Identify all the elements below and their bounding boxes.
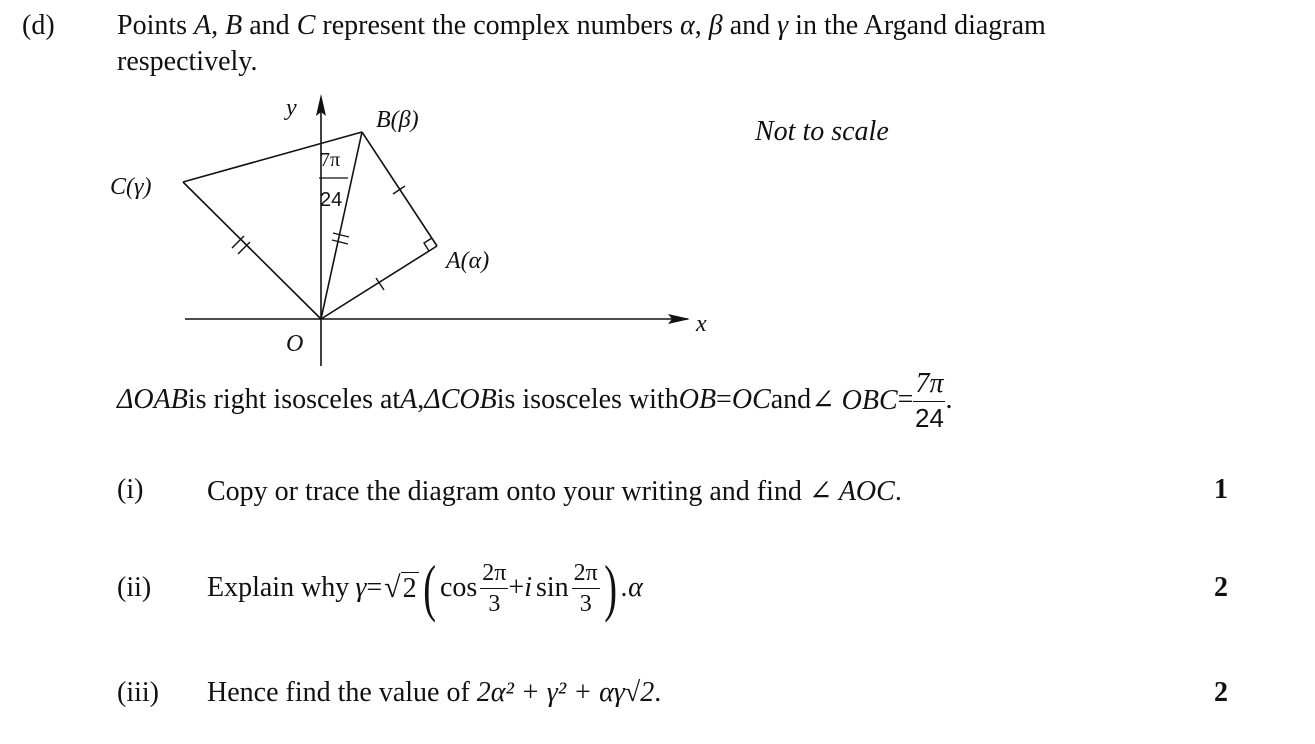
label-b: B(β) <box>376 107 419 133</box>
gamma: γ <box>777 10 789 41</box>
question-2-body: Explain why <box>207 572 350 603</box>
statement-eq: = <box>897 384 914 415</box>
statement-eq: = <box>716 384 732 415</box>
statement-text: and <box>770 384 812 415</box>
double-tick-oc-1 <box>232 236 244 248</box>
statement-end: . <box>945 384 953 415</box>
question-2-label: (ii) <box>117 572 152 603</box>
side-oc <box>183 182 321 319</box>
question-1-label: (i) <box>117 474 144 505</box>
intro-line-2: respectively. <box>117 46 258 77</box>
label-c: C(γ) <box>110 174 152 200</box>
statement-text: is isosceles with <box>496 384 679 415</box>
label-a: A(α) <box>446 248 490 274</box>
question-2-sin: sin <box>535 572 569 603</box>
question-2-sqrt <box>384 571 418 605</box>
question-2-text <box>207 548 643 628</box>
intro-text: Points <box>117 10 195 41</box>
double-tick-ob-2 <box>332 240 348 244</box>
question-2-gamma: γ <box>355 572 367 603</box>
alpha: α <box>680 10 695 41</box>
question-3-end: . <box>654 677 662 708</box>
question-2-sqrt-arg: 2 <box>402 572 417 604</box>
statement-fraction-den: 24 <box>915 402 944 433</box>
statement-text: is right isosceles at <box>187 384 401 415</box>
question-3-body: Hence find the value of <box>207 677 477 708</box>
sqrt-icon: √ <box>384 571 401 604</box>
statement-text: , <box>417 384 425 415</box>
question-2-marks: 2 <box>1214 572 1228 603</box>
question-1-angle: ∠ AOC <box>808 476 895 507</box>
question-2-cos: cos <box>439 572 478 603</box>
beta: β <box>708 10 723 41</box>
intro-text: in the Argand diagram <box>788 10 1046 41</box>
not-to-scale-note: Not to scale <box>755 116 889 147</box>
part-label: (d) <box>22 10 55 41</box>
label-o: O <box>286 331 304 357</box>
question-2-frac-2-num: 2π <box>572 561 600 589</box>
right-paren-icon: ) <box>604 552 617 623</box>
question-2-frac-2 <box>572 561 600 616</box>
double-tick-ob-1 <box>333 233 349 237</box>
question-1-end: . <box>894 476 902 507</box>
question-2-i: i <box>524 572 532 603</box>
label-y: y <box>286 95 297 121</box>
statement-oc: OC <box>731 384 771 415</box>
question-3-marks: 2 <box>1214 677 1228 708</box>
question-2-frac-1-num: 2π <box>480 561 508 589</box>
intro-sep: , <box>694 10 709 41</box>
double-tick-oc-2 <box>238 242 250 254</box>
intro-text: represent the complex numbers <box>315 10 681 41</box>
intro-and: and <box>722 10 778 41</box>
statement-angle-obc: ∠ OBC <box>811 385 898 416</box>
point-a: A <box>194 10 212 41</box>
question-1-body: Copy or trace the diagram onto your writing and find <box>207 476 809 507</box>
left-paren-icon: ( <box>422 552 436 623</box>
point-b: B <box>225 10 243 41</box>
question-3-expression: 2α² + γ² + αγ√2 <box>476 677 655 708</box>
intro-sep: , <box>211 10 226 41</box>
question-2-frac-2-den: 3 <box>579 590 592 617</box>
statement-ob: OB <box>678 384 717 415</box>
question-2-eq: = <box>366 572 383 603</box>
question-3-text <box>207 677 661 709</box>
question-1-text <box>207 474 902 508</box>
label-x: x <box>696 311 707 337</box>
statement-fraction <box>913 367 945 433</box>
statement-point-a: A <box>400 384 418 415</box>
question-2-alpha: .α <box>621 572 643 603</box>
question-2-frac-1-den: 3 <box>488 590 501 617</box>
question-3-label: (iii) <box>117 677 159 708</box>
intro-and: and <box>242 10 297 41</box>
statement-triangle-oab: ΔOAB <box>117 384 188 415</box>
statement-triangle-cob: ΔCOB <box>424 384 497 415</box>
statement <box>117 360 952 440</box>
statement-fraction-num: 7π <box>913 370 945 402</box>
question-2-frac-1 <box>480 561 508 616</box>
question-2-plus: + <box>508 572 525 603</box>
question-1-marks: 1 <box>1214 474 1228 505</box>
angle-denominator: 24 <box>320 189 343 211</box>
point-c: C <box>296 10 316 41</box>
angle-numerator: 7π <box>320 149 341 171</box>
